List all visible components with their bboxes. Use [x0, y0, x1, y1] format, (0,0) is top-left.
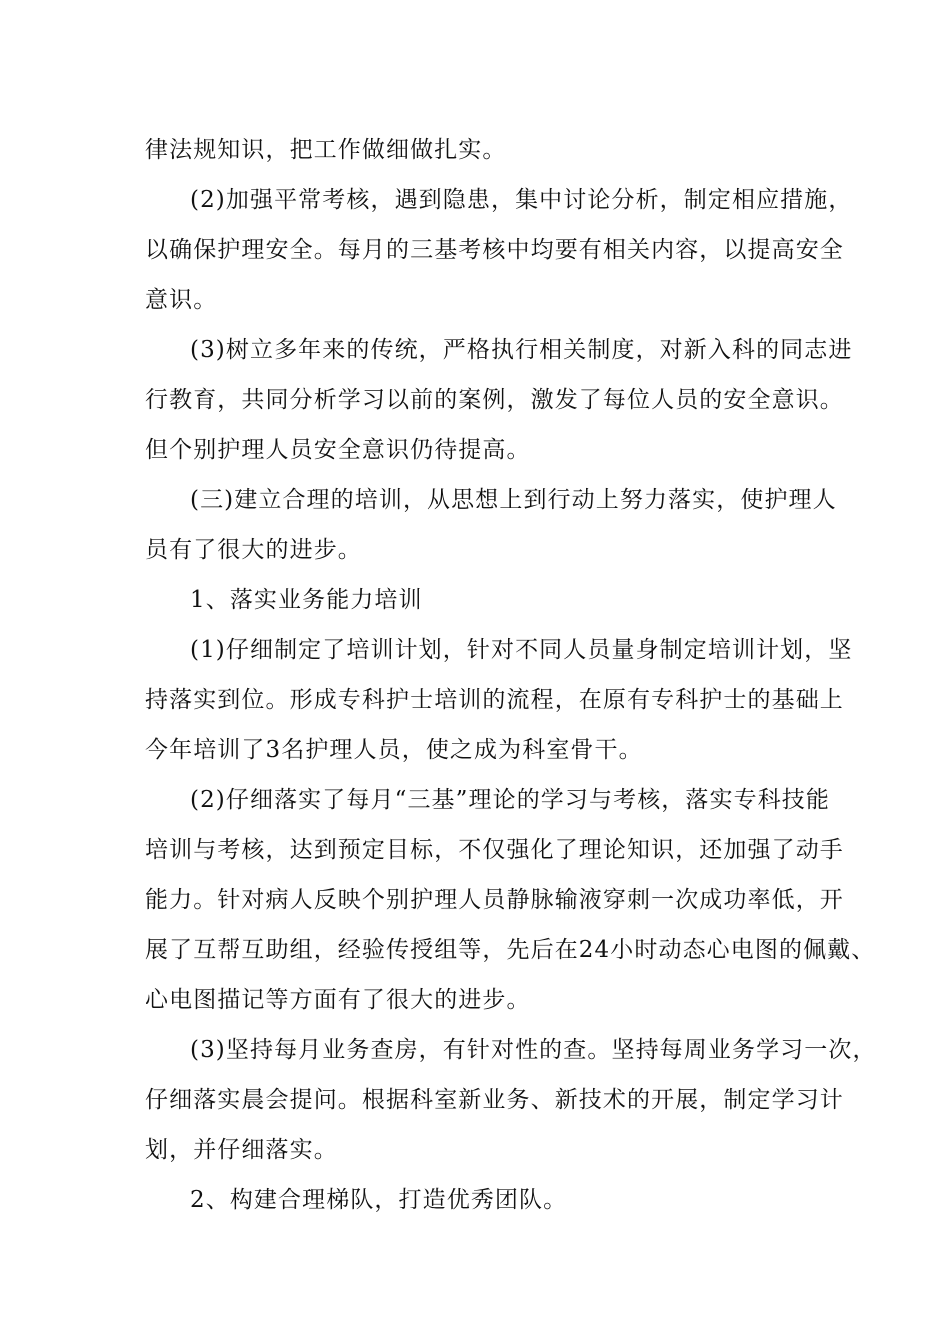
text-line: (2)加强平常考核，遇到隐患，集中讨论分析，制定相应措施， [190, 187, 853, 213]
text-line: (三)建立合理的培训，从思想上到行动上努力落实，使护理人 [190, 487, 837, 513]
text-line: 心电图描记等方面有了很大的进步。 [145, 987, 531, 1013]
text-line: 划，并仔细落实。 [145, 1137, 338, 1163]
text-line: 今年培训了3名护理人员，使之成为科室骨干。 [145, 737, 643, 763]
text-line: 能力。针对病人反映个别护理人员静脉输液穿刺一次成功率低，开 [145, 887, 844, 913]
text-line: (1)仔细制定了培训计划，针对不同人员量身制定培训计划，坚 [190, 637, 853, 663]
text-line: 行教育，共同分析学习以前的案例，激发了每位人员的安全意识。 [145, 387, 844, 413]
text-line: 展了互帮互助组，经验传授组等，先后在24小时动态心电图的佩戴、 [145, 937, 876, 963]
text-line: (2)仔细落实了每月“三基”理论的学习与考核，落实专科技能 [190, 787, 830, 813]
text-line: 以确保护理安全。每月的三基考核中均要有相关内容，以提高安全 [145, 237, 844, 263]
text-line: 律法规知识，把工作做细做扎实。 [145, 137, 507, 163]
text-line: 但个别护理人员安全意识仍待提高。 [145, 437, 531, 463]
text-line: 意识。 [145, 287, 218, 313]
text-line: 仔细落实晨会提问。根据科室新业务、新技术的开展，制定学习计 [145, 1087, 844, 1113]
section-heading: 2、构建合理梯队，打造优秀团队。 [190, 1187, 568, 1213]
text-line: (3)树立多年来的传统，严格执行相关制度，对新入科的同志进 [190, 337, 853, 363]
text-line: 持落实到位。形成专科护士培训的流程，在原有专科护士的基础上 [145, 687, 844, 713]
text-line: (3)坚持每月业务查房，有针对性的查。坚持每周业务学习一次， [190, 1037, 877, 1063]
section-heading: 1、落实业务能力培训 [190, 587, 423, 613]
text-line: 员有了很大的进步。 [145, 537, 362, 563]
text-line: 培训与考核，达到预定目标，不仅强化了理论知识，还加强了动手 [145, 837, 844, 863]
